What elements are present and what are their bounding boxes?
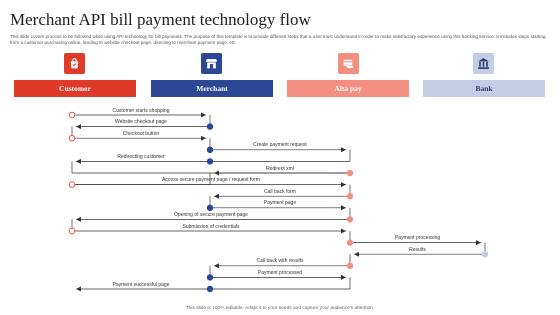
step-label-payment-page: Payment page — [263, 200, 297, 207]
lane-header-label: Merchant — [196, 84, 228, 93]
step-label-call-back-with-results: Call back with results — [256, 258, 304, 265]
step-label-customer-starts-shopping: Customer starts shopping — [112, 107, 170, 114]
step-label-payment-successful-page: Payment successful page — [112, 281, 170, 288]
node-create-payment-request — [207, 147, 213, 153]
node-call-back-form — [347, 193, 353, 199]
node-redirecting-customer — [207, 159, 213, 165]
node-payment-processing — [347, 240, 353, 246]
node-payment-page — [207, 205, 213, 211]
step-label-payment-processed: Payment processed — [257, 269, 303, 276]
node-redirect-xml — [347, 170, 353, 176]
node-website-checkout-page — [207, 124, 213, 130]
step-label-redirect-xml: Redirect xml — [266, 165, 294, 172]
node-checkout-button — [69, 135, 75, 141]
step-label-create-payment-request: Create payment request — [253, 142, 307, 149]
node-payment-successful-page — [207, 286, 213, 292]
page-title: Merchant API bill payment technology flow — [10, 10, 311, 29]
lane-header-label: Bank — [475, 84, 493, 93]
node-payment-processed — [207, 275, 213, 281]
node-submission-of-credentials — [69, 228, 75, 234]
step-label-opening-of-secure-payment-page: Opening of secure payment page — [174, 211, 248, 218]
node-access-secure-payment-page-request-form — [69, 182, 75, 188]
lane-header-label: Customer — [59, 84, 91, 93]
slide-description: This slide covers process to be followed while using API technology for bill payments. The purpose of this template is to provide different steps that a user must understand in order to make satisfactory experience using this banking service. It includes steps starting from a customer purchasing online, landing to website checkout page, directing to merchant payment page, etc. — [10, 34, 546, 45]
node-results — [482, 251, 488, 257]
step-label-redirecting-customer: Redirecting customer — [117, 153, 165, 160]
step-label-results: Results — [409, 246, 426, 253]
footer-note: This slide is 100% editable. Adapt it to your needs and capture your audience's attention. — [185, 306, 375, 311]
node-customer-starts-shopping — [69, 112, 75, 118]
step-label-website-checkout-page: Website checkout page — [115, 119, 167, 126]
step-label-call-back-form: Call back form — [264, 188, 296, 195]
node-call-back-with-results — [347, 263, 353, 269]
node-opening-of-secure-payment-page — [347, 217, 353, 223]
lane-header-label: Alta pay — [334, 84, 362, 93]
step-label-access-secure-payment-page-request-form: Access secure payment page / request form — [162, 177, 260, 184]
step-label-checkout-button: Checkout button — [122, 130, 160, 137]
step-label-payment-processing: Payment processing — [394, 235, 441, 242]
step-label-submission-of-credentials: Submission of credentials — [182, 223, 240, 230]
